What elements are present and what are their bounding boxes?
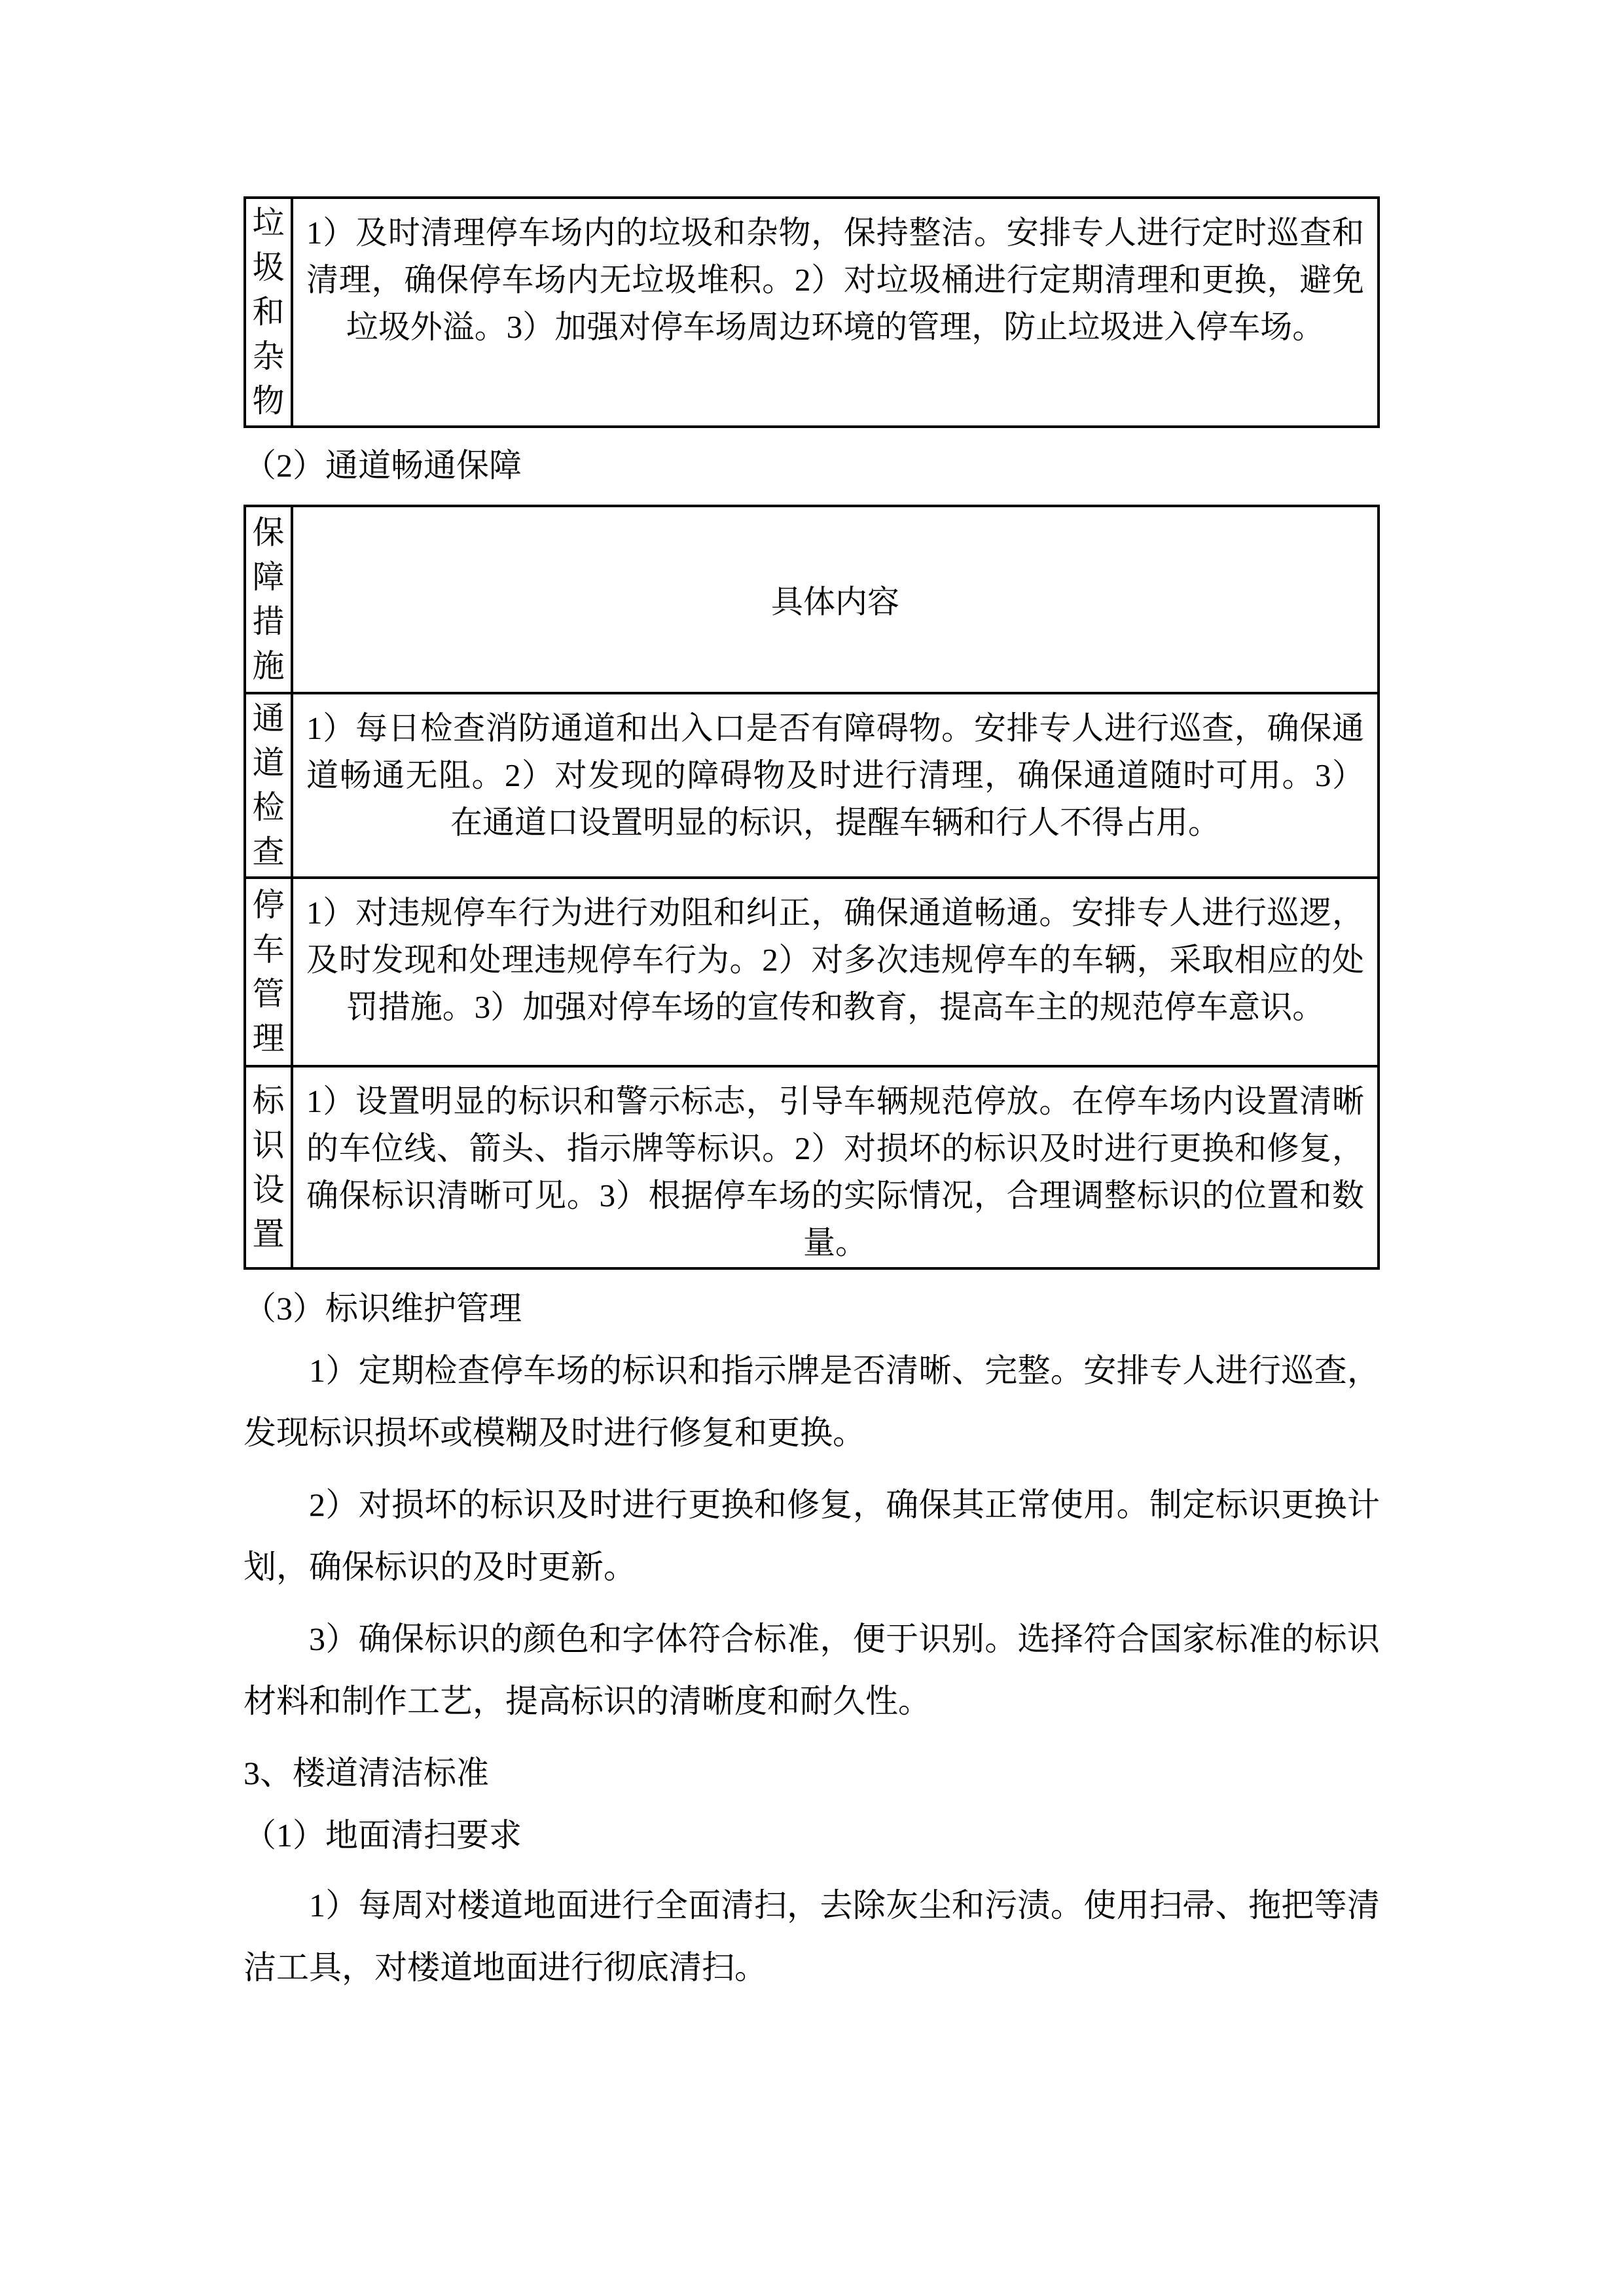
- heading-floor-sweeping-requirements: （1）地面清扫要求: [244, 1817, 522, 1854]
- table-channel-guarantee: [244, 505, 1380, 1270]
- row-label-garbage-and-debris: 垃圾和杂物: [245, 198, 292, 427]
- cell-parking-management-content: 1）对违规停车行为进行劝阻和纠正，确保通道畅通。安排专人进行巡逻，及时发现和处理违规停车行为。2）对多次违规停车的车辆，采取相应的处罚措施。3）加强对停车场的宣传和教育，提高车主的规范停车意识。: [292, 878, 1379, 1066]
- heading-corridor-cleaning-standard: 3、楼道清洁标准: [244, 1755, 489, 1791]
- table-row-channel-inspection: [245, 693, 1379, 878]
- heading-channel-guarantee: （2）通道畅通保障: [244, 447, 522, 484]
- para-floor-sweeping: 1）每周对楼道地面进行全面清扫，去除灰尘和污渍。使用扫帚、拖把等清洁工具，对楼道地面进行彻底清扫。: [244, 1887, 1380, 1986]
- row-label-channel-inspection: 通道检查: [245, 693, 292, 878]
- para-sign-inspection: 1）定期检查停车场的标识和指示牌是否清晰、完整。安排专人进行巡查，发现标识损坏或模糊及时进行修复和更换。: [244, 1352, 1380, 1451]
- column-header-details: 具体内容: [292, 506, 1379, 693]
- page-content-area: [244, 196, 1380, 1999]
- table-row-garbage: [245, 198, 1379, 427]
- para-sign-replacement: 2）对损坏的标识及时进行更换和修复，确保其正常使用。制定标识更换计划，确保标识的及时更新。: [244, 1486, 1380, 1585]
- row-label-parking-management: 停车管理: [245, 878, 292, 1066]
- para-sign-standards: 3）确保标识的颜色和字体符合标准，便于识别。选择符合国家标准的标识材料和制作工艺，提高标识的清晰度和耐久性。: [244, 1621, 1380, 1719]
- cell-garbage-and-debris-content: 1）及时清理停车场内的垃圾和杂物，保持整洁。安排专人进行定时巡查和清理，确保停车场内无垃圾堆积。2）对垃圾桶进行定期清理和更换，避免垃圾外溢。3）加强对停车场周边环境的管理，防止垃圾进入停车场。: [292, 198, 1379, 427]
- table-row-parking-management: [245, 878, 1379, 1066]
- row-label-sign-setup: 标识设置: [245, 1066, 292, 1268]
- table-row-sign-setup: [245, 1066, 1379, 1268]
- table-header-row: [245, 506, 1379, 693]
- table-parking-cleaning-continuation: [244, 196, 1380, 428]
- cell-sign-setup-content: 1）设置明显的标识和警示标志，引导车辆规范停放。在停车场内设置清晰的车位线、箭头、指示牌等标识。2）对损坏的标识及时进行更换和修复，确保标识清晰可见。3）根据停车场的实际情况，合理调整标识的位置和数量。: [292, 1066, 1379, 1268]
- heading-sign-maintenance: （3）标识维护管理: [244, 1290, 522, 1327]
- cell-channel-inspection-content: 1）每日检查消防通道和出入口是否有障碍物。安排专人进行巡查，确保通道畅通无阻。2）对发现的障碍物及时进行清理，确保通道随时可用。3）在通道口设置明显的标识，提醒车辆和行人不得占用。: [292, 693, 1379, 878]
- column-header-measures: 保障措施: [245, 506, 292, 693]
